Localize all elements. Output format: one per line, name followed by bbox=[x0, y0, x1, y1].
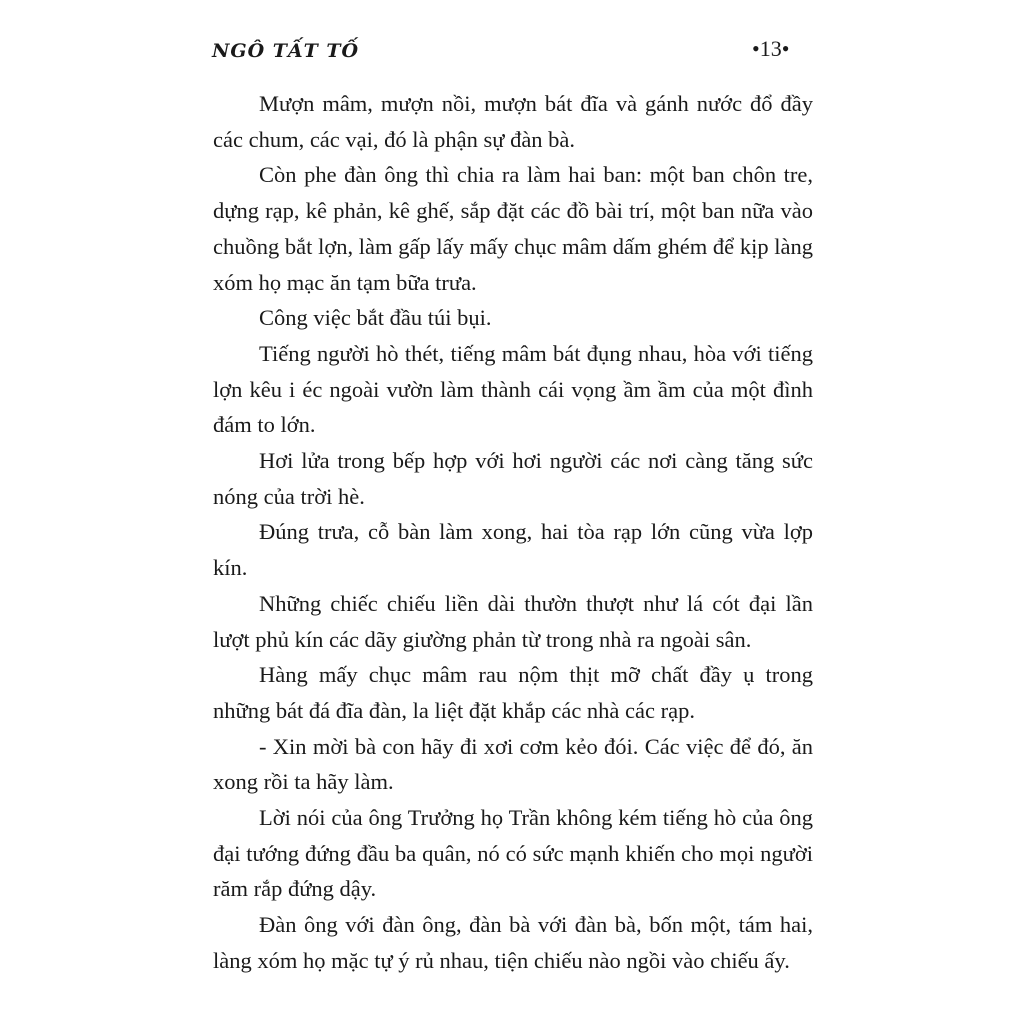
paragraph: Hơi lửa trong bếp hợp với hơi người các nơi càng tăng sức nóng của trời hè. bbox=[213, 448, 813, 509]
paragraph: Đàn ông với đàn ông, đàn bà với đàn bà, bốn một, tám hai, làng xóm họ mặc tự ý rủ nhau, tiện chiếu nào ngồi vào chiếu ấy. bbox=[213, 912, 813, 973]
paragraph: Còn phe đàn ông thì chia ra làm hai ban: một ban chôn tre, dựng rạp, kê phản, kê ghế, sắp đặt các đồ bài trí, một ban nữa vào chuồng bắt lợn, làm gấp lấy mấy chục mâm dấm ghém để kịp làng xóm họ mạc ăn tạm bữa trưa. bbox=[213, 162, 813, 295]
paragraph: Công việc bắt đầu túi bụi. bbox=[259, 305, 492, 331]
paragraph: Lời nói của ông Trưởng họ Trần không kém tiếng hò của ông đại tướng đứng đầu ba quân, nó có sức mạnh khiến cho mọi người răm rắp đứng dậy. bbox=[213, 805, 813, 902]
running-header-author: NGÔ TẤT TỐ bbox=[212, 40, 360, 62]
paragraph: Những chiếc chiếu liền dài thườn thượt như lá cót đại lần lượt phủ kín các dãy giường phản từ trong nhà ra ngoài sân. bbox=[213, 590, 813, 652]
paragraph: - Xin mời bà con hãy đi xơi cơm kẻo đói. Các việc để đó, ăn xong rồi ta hãy làm. bbox=[213, 733, 813, 795]
paragraph: Tiếng người hò thét, tiếng mâm bát đụng nhau, hòa với tiếng lợn kêu i éc ngoài vườn làm thành cái vọng ầm ầm của một đình đám to lớn. bbox=[213, 340, 813, 438]
body-text bbox=[213, 86, 813, 979]
page-number: •13• bbox=[752, 36, 790, 61]
paragraph: Đúng trưa, cỗ bàn làm xong, hai tòa rạp lớn cũng vừa lợp kín. bbox=[213, 519, 813, 581]
paragraph: Hàng mấy chục mâm rau nộm thịt mỡ chất đầy ụ trong những bát đá đĩa đàn, la liệt đặt khắp các nhà các rạp. bbox=[213, 662, 813, 723]
paragraph: Mượn mâm, mượn nồi, mượn bát đĩa và gánh nước đổ đầy các chum, các vại, đó là phận sự đàn bà. bbox=[213, 91, 813, 152]
